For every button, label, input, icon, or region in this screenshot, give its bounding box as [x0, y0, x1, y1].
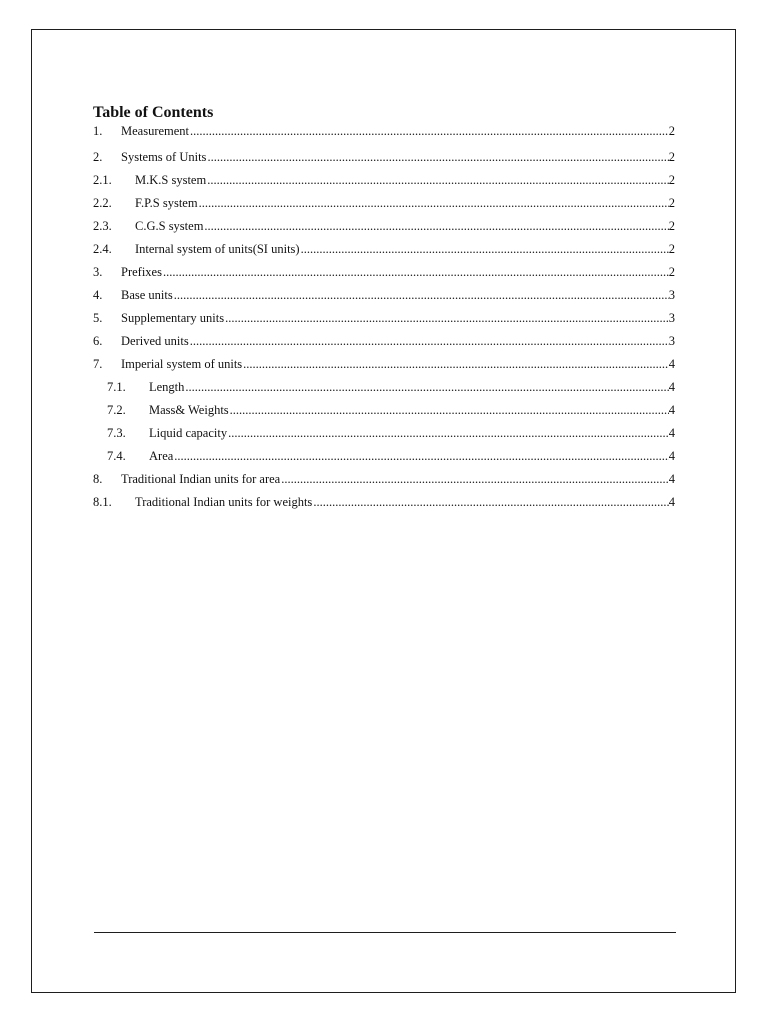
toc-entry-title[interactable]: Length	[149, 380, 185, 394]
toc-entry[interactable]	[93, 448, 675, 471]
toc-entry-title[interactable]: Traditional Indian units for weights	[135, 495, 313, 509]
toc-entry-page-number: 4	[668, 472, 675, 486]
toc-dot-leader	[206, 172, 669, 189]
toc-entry[interactable]	[93, 241, 675, 264]
toc-entry-number: 2.4.	[93, 242, 112, 256]
toc-entry-title[interactable]: M.K.S system	[135, 173, 207, 187]
toc-entry[interactable]	[93, 310, 675, 333]
toc-entry-title[interactable]: Measurement	[121, 124, 190, 138]
toc-dot-leader	[206, 149, 668, 166]
toc-entry-title[interactable]: Imperial system of units	[121, 357, 243, 371]
toc-entry-page-number: 2	[668, 150, 675, 164]
footer-divider	[94, 932, 676, 933]
toc-entry-number: 5.	[93, 311, 103, 325]
toc-list	[93, 123, 675, 517]
toc-dot-leader	[242, 356, 669, 373]
toc-entry-page-number: 2	[668, 265, 675, 279]
toc-entry-number: 1.	[93, 124, 103, 138]
toc-entry-number: 2.1.	[93, 173, 112, 187]
toc-entry-page-number: 4	[668, 495, 675, 509]
toc-entry-number: 3.	[93, 265, 103, 279]
toc-entry-number: 7.2.	[107, 403, 126, 417]
toc-entry[interactable]	[93, 471, 675, 494]
toc-entry-title[interactable]: Liquid capacity	[149, 426, 228, 440]
toc-entry-title[interactable]: F.P.S system	[135, 196, 198, 210]
toc-entry[interactable]	[93, 287, 675, 310]
toc-entry-title[interactable]: Supplementary units	[121, 311, 225, 325]
toc-dot-leader	[224, 310, 669, 327]
toc-entry-number: 2.3.	[93, 219, 112, 233]
toc-entry-title[interactable]: Derived units	[121, 334, 189, 348]
toc-entry-title[interactable]: Base units	[121, 288, 173, 302]
toc-entry-title[interactable]: Systems of Units	[121, 150, 207, 164]
toc-entry-page-number: 4	[668, 449, 675, 463]
toc-dot-leader	[203, 218, 668, 235]
toc-entry-number: 7.3.	[107, 426, 126, 440]
toc-entry-page-number: 2	[668, 124, 675, 138]
toc-entry-title[interactable]: Internal system of units(SI units)	[135, 242, 300, 256]
toc-dot-leader	[189, 333, 669, 350]
toc-entry-title[interactable]: C.G.S system	[135, 219, 204, 233]
toc-entry-number: 7.1.	[107, 380, 126, 394]
toc-dot-leader	[280, 471, 669, 488]
toc-entry-page-number: 4	[668, 426, 675, 440]
toc-entry[interactable]	[93, 123, 675, 149]
toc-dot-leader	[184, 379, 668, 396]
toc-entry-title[interactable]: Traditional Indian units for area	[121, 472, 281, 486]
toc-entry-page-number: 4	[668, 380, 675, 394]
toc-entry-number: 2.2.	[93, 196, 112, 210]
toc-entry[interactable]	[93, 333, 675, 356]
toc-dot-leader	[227, 425, 669, 442]
toc-entry[interactable]	[93, 195, 675, 218]
toc-entry-page-number: 2	[668, 219, 675, 233]
toc-entry[interactable]	[93, 425, 675, 448]
toc-dot-leader	[189, 123, 669, 140]
toc-entry-number: 7.4.	[107, 449, 126, 463]
toc-entry-page-number: 4	[668, 403, 675, 417]
table-of-contents	[93, 103, 675, 517]
toc-entry-page-number: 3	[668, 288, 675, 302]
toc-entry[interactable]	[93, 379, 675, 402]
toc-entry-number: 8.1.	[93, 495, 112, 509]
toc-entry-page-number: 2	[668, 196, 675, 210]
toc-entry[interactable]	[93, 218, 675, 241]
toc-entry-title[interactable]: Prefixes	[121, 265, 162, 279]
toc-entry-number: 7.	[93, 357, 103, 371]
toc-entry-page-number: 3	[668, 311, 675, 325]
toc-entry[interactable]	[93, 356, 675, 379]
toc-entry[interactable]	[93, 402, 675, 425]
toc-entry[interactable]	[93, 172, 675, 195]
toc-entry-title[interactable]: Area	[149, 449, 174, 463]
toc-entry-number: 6.	[93, 334, 103, 348]
toc-entry-number: 2.	[93, 150, 103, 164]
toc-entry[interactable]	[93, 494, 675, 517]
toc-entry-page-number: 4	[668, 357, 675, 371]
toc-dot-leader	[312, 494, 668, 511]
toc-dot-leader	[173, 287, 669, 304]
toc-entry-page-number: 3	[668, 334, 675, 348]
toc-dot-leader	[229, 402, 669, 419]
toc-dot-leader	[162, 264, 669, 281]
toc-entry-page-number: 2	[668, 173, 675, 187]
toc-entry[interactable]	[93, 149, 675, 172]
toc-dot-leader	[300, 241, 669, 258]
toc-entry-number: 8.	[93, 472, 103, 486]
toc-heading: Table of Contents	[93, 104, 214, 121]
toc-entry-page-number: 2	[668, 242, 675, 256]
toc-entry-title[interactable]: Mass& Weights	[149, 403, 229, 417]
toc-dot-leader	[198, 195, 669, 212]
toc-entry[interactable]	[93, 264, 675, 287]
toc-entry-number: 4.	[93, 288, 103, 302]
toc-dot-leader	[173, 448, 668, 465]
